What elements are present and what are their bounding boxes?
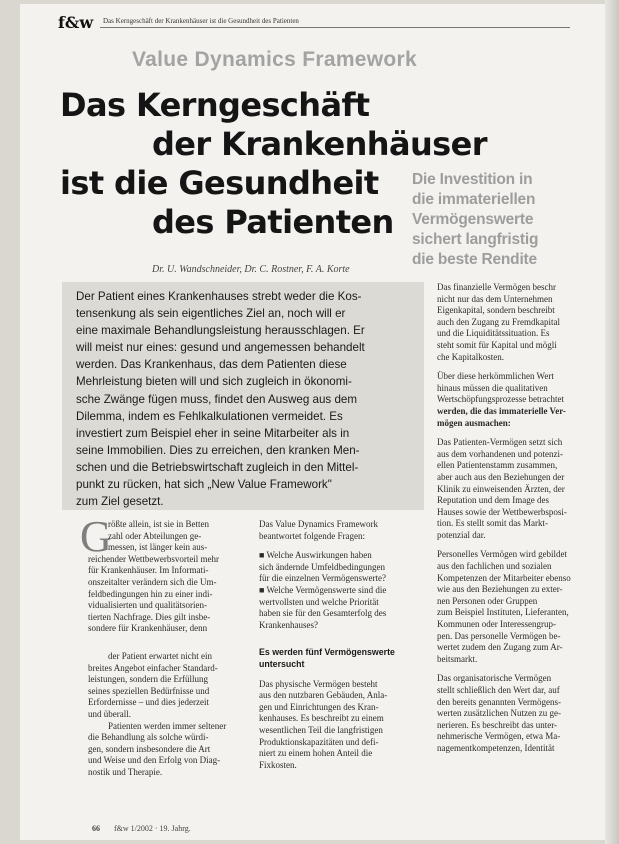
text-line: rößte allein, ist sie in Betten bbox=[108, 519, 209, 529]
bullet-line: haben sie für den Gesamterfolg des bbox=[259, 608, 387, 619]
text-line: reichender Wettbewerbsvorteil mehr bbox=[88, 553, 220, 564]
text-line: niert zu einem hohen Anteil die bbox=[259, 748, 373, 759]
intro-line: Mehrleistung bieten will und sich zugleich in ökonomi- bbox=[76, 375, 352, 389]
subhead-line: sichert langfristig bbox=[412, 231, 539, 248]
text-line: mögen ausmachen: bbox=[437, 417, 511, 428]
headline-line-3: ist die Gesundheit bbox=[60, 164, 379, 202]
text-line: Fixkosten. bbox=[259, 759, 297, 770]
text-line: steht somit für Kapital und mögli bbox=[437, 339, 557, 350]
text-line: aus dem vorhandenen und potenzi- bbox=[437, 448, 563, 459]
text-line: pen. Das personelle Vermögen be- bbox=[437, 630, 561, 641]
intro-line: punkt zu rücken, hat sich „New Value Framework" bbox=[76, 478, 332, 492]
headline-line-4: des Patienten bbox=[152, 203, 394, 241]
subhead-line: Vermögenswerte bbox=[412, 211, 534, 228]
intro-line: schen und die Betriebswirtschaft zugleich in den Mittel- bbox=[76, 460, 359, 474]
text-line: und überall. bbox=[88, 708, 131, 719]
text-line: die Behandlung als solche würdi- bbox=[88, 732, 209, 743]
text-line: beitsmarkt. bbox=[437, 653, 478, 664]
text-line: Das Patienten-Vermögen setzt sich bbox=[437, 437, 563, 448]
intro-text bbox=[76, 288, 416, 510]
text-line: Personelles Vermögen wird gebildet bbox=[437, 549, 568, 560]
text-line: gen und Einrichtungen des Kran- bbox=[259, 701, 379, 712]
text-line: hinaus müssen die qualitativen bbox=[437, 382, 548, 393]
subhead-line: die beste Rendite bbox=[412, 251, 537, 268]
intro-line: tensenkung als sein eigentliches Ziel an, noch will er bbox=[76, 307, 346, 321]
text-line: für Krankenhäuser. Im Informati- bbox=[88, 565, 209, 576]
text-line: ellen Patientenstamm zusammen, bbox=[437, 460, 558, 471]
text-line: tion. Es stellt somit das Markt- bbox=[437, 518, 548, 529]
text-line: Kompetenzen der Mitarbeiter ebenso bbox=[437, 572, 571, 583]
bullet-line: Krankenhauses? bbox=[259, 619, 318, 630]
intro-line: sche Zwänge fügen muss, findet den Ausweg aus dem bbox=[76, 392, 357, 406]
subhead-line: Die Investition in bbox=[412, 171, 533, 188]
text-line: der Patient erwartet nicht ein bbox=[108, 650, 212, 661]
intro-line: seine Immobilien. Dies zu erreichen, den kranken Men- bbox=[76, 443, 360, 457]
section-heading: Es werden fünf Vermögenswerte bbox=[259, 647, 395, 658]
text-line: beantwortet folgende Fragen: bbox=[259, 530, 365, 541]
text-line: Über diese herkömmlichen Wert bbox=[437, 371, 554, 382]
magazine-logo: f&w bbox=[58, 13, 94, 32]
intro-line: eine maximale Behandlungsleistung herausschlagen. Er bbox=[76, 324, 365, 338]
text-line: potenzial dar. bbox=[437, 529, 486, 540]
text-line: nagementkompetenzen, Identität bbox=[437, 742, 555, 753]
text-line: den bereits genannten Vermögens- bbox=[437, 696, 562, 707]
subheadline bbox=[412, 170, 582, 270]
bullet-line: sich ändernde Umfeldbedingungen bbox=[259, 561, 385, 572]
text-line: leistungen, sondern die Erfüllung bbox=[88, 674, 208, 685]
kicker: Value Dynamics Framework bbox=[132, 48, 417, 71]
journal-info: f&w 1/2002 · 19. Jahrg. bbox=[114, 824, 191, 833]
section-heading: untersucht bbox=[259, 658, 305, 669]
text-line: Hauses sowie der Wettbewerbsposi- bbox=[437, 506, 567, 517]
text-line: und Weise und den Erfolg von Diag- bbox=[88, 755, 221, 766]
text-line: breites Angebot einfacher Standard- bbox=[88, 662, 218, 673]
text-line: Patienten werden immer seltener bbox=[108, 720, 227, 731]
text-line: Das physische Vermögen besteht bbox=[259, 678, 378, 689]
page-number: 66 bbox=[92, 824, 100, 833]
bullet-line: für die einzelnen Vermögenswerte? bbox=[259, 573, 387, 584]
text-line: Klinik zu einweisenden Ärzten, der bbox=[437, 483, 565, 494]
text-line: und die Liquiditätssituation. Es bbox=[437, 328, 550, 339]
text-line: gen, sondern insbesondere die Art bbox=[88, 743, 211, 754]
text-line: wertet zudem den Zugang zum Ar- bbox=[437, 642, 563, 653]
bullet-line: wertvollsten und welche Priorität bbox=[259, 596, 379, 607]
text-line: nicht nur das dem Unternehmen bbox=[437, 293, 553, 304]
intro-line: will meist nur eines: gesund und angemessen behandelt bbox=[76, 341, 365, 355]
text-line: vidualisierten und qualitätsorien- bbox=[88, 600, 207, 611]
text-line: tierten Nachfrage. Dies gilt insbe- bbox=[88, 611, 211, 622]
intro-line: werden. Das Krankenhaus, das dem Patienten diese bbox=[76, 358, 347, 372]
text-line: Wertschöpfungsprozesse betrachtet bbox=[437, 394, 564, 405]
page-edge-shadow bbox=[605, 0, 619, 844]
text-line: wesentlichen Teil die langfristigen bbox=[259, 724, 383, 735]
text-line: werden, die das immaterielle Ver- bbox=[437, 405, 566, 416]
text-line: Das organisatorische Vermögen bbox=[437, 673, 552, 684]
page-footer bbox=[92, 824, 191, 833]
headline-line-1: Das Kerngeschäft bbox=[60, 86, 370, 124]
text-line: aber auch aus den Beziehungen der bbox=[437, 471, 565, 482]
text-line: stellt schließlich den Wert dar, auf bbox=[437, 685, 560, 695]
text-line: auch den Zugang zu Fremdkapital bbox=[437, 316, 560, 327]
text-line: nerieren. Es beschreibt das unter- bbox=[437, 719, 558, 730]
intro-line: Dilemma, indem es Fehlkalkulationen vermeidet. Es bbox=[76, 409, 343, 423]
text-line: Das Value Dynamics Framework bbox=[259, 519, 379, 529]
text-line: aus den fachlichen und sozialen bbox=[437, 561, 552, 572]
intro-line: Der Patient eines Krankenhauses strebt weder die Kos- bbox=[76, 290, 362, 303]
running-title: Das Kerngeschäft der Krankenhäuser ist die Gesundheit des Patienten bbox=[103, 17, 299, 25]
header-rule bbox=[100, 27, 570, 28]
intro-line: investiert zum Beispiel eher in seine Mitarbeiter als in bbox=[76, 426, 350, 440]
bullet-line: ■ Welche Vermögenswerte sind die bbox=[259, 584, 387, 595]
text-line: che Kapitalkosten. bbox=[437, 351, 504, 362]
intro-line: zum Ziel gesetzt. bbox=[76, 495, 164, 509]
text-line: onszeitalter verändern sich die Um- bbox=[88, 576, 217, 587]
text-line: aus den nutzbaren Gebäuden, Anla- bbox=[259, 690, 388, 701]
authors: Dr. U. Wandschneider, Dr. C. Rostner, F. A. Korte bbox=[152, 264, 350, 275]
text-line: seines speziellen Bedürfnisse und bbox=[88, 685, 210, 696]
text-line: nostik und Therapie. bbox=[88, 766, 163, 777]
body-column-2 bbox=[259, 519, 419, 771]
text-line: Produktionskapazitäten und defi- bbox=[259, 736, 379, 747]
text-line: Kommunen oder Interessengrup- bbox=[437, 619, 556, 630]
text-line: wie aus den Beziehungen zu exter- bbox=[437, 584, 563, 595]
body-column-1 bbox=[88, 519, 248, 778]
bullet-line: ■ Welche Auswirkungen haben bbox=[259, 550, 372, 561]
drop-cap: G bbox=[80, 512, 112, 561]
text-line: kenhauses. Es beschreibt zu einem bbox=[259, 713, 384, 724]
text-line: nen Personen oder Gruppen bbox=[437, 595, 538, 606]
text-line: Reputation und dem Image des bbox=[437, 495, 549, 506]
text-line: sondere für Krankenhäuser, denn bbox=[88, 623, 208, 634]
headline-line-2: der Krankenhäuser bbox=[152, 125, 487, 163]
text-line: feldbedingungen hin zu einer indi- bbox=[88, 588, 213, 599]
text-line: nehmerische Vermögen, etwa Ma- bbox=[437, 731, 561, 742]
text-line: werten zusätzlichen Nutzen zu ge- bbox=[437, 708, 561, 719]
text-line: messen, ist länger kein aus- bbox=[108, 542, 208, 553]
text-line: Erfordernisse – und dies jederzeit bbox=[88, 697, 209, 708]
body-column-3 bbox=[437, 282, 587, 755]
text-line: zum Beispiel Instituten, Lieferanten, bbox=[437, 607, 569, 618]
text-line: zahl oder Abteilungen ge- bbox=[108, 530, 202, 541]
text-line: Eigenkapital, sondern beschreibt bbox=[437, 305, 555, 316]
text-line: Das finanzielle Vermögen beschr bbox=[437, 282, 557, 292]
subhead-line: die immateriellen bbox=[412, 191, 536, 208]
